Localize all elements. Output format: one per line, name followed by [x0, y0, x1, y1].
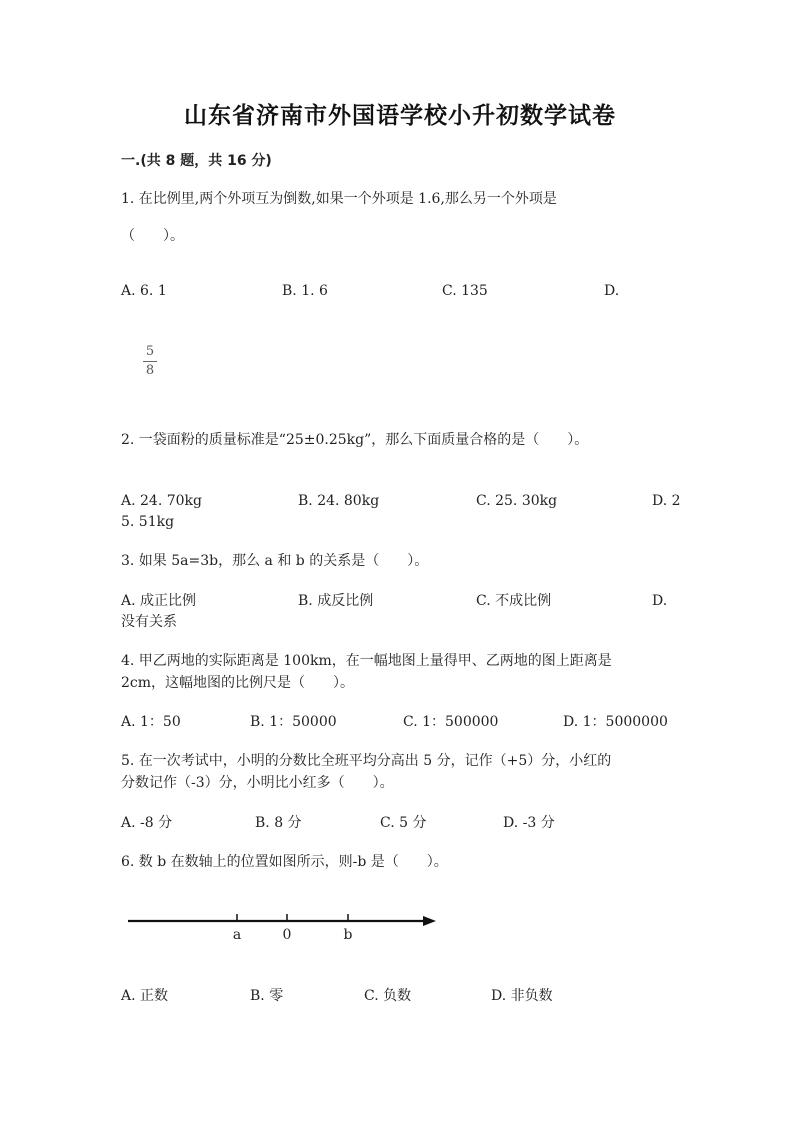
- q4-option-a[interactable]: A. 1：50: [121, 714, 181, 730]
- page-title: 山东省济南市外国语学校小升初数学试卷: [184, 103, 616, 129]
- q3-stem: 3. 如果 5a=3b，那么 a 和 b 的关系是（ ）。: [121, 553, 429, 569]
- q5-stem-line1: 5. 在一次考试中，小明的分数比全班平均分高出 5 分，记作（+5）分，小红的: [121, 753, 612, 769]
- q3-option-d-wrap: 没有关系: [121, 614, 177, 630]
- q1-option-d-fraction: [143, 344, 157, 379]
- q6-option-a[interactable]: A. 正数: [121, 988, 169, 1004]
- q2-stem: 2. 一袋面粉的质量标准是“25±0.25kg”，那么下面质量合格的是（ ）。: [121, 432, 589, 448]
- q4-stem-line1: 4. 甲乙两地的实际距离是 100km，在一幅地图上量得甲、乙两地的图上距离是: [121, 653, 612, 669]
- q2-option-b[interactable]: B. 24. 80kg: [298, 493, 380, 509]
- q6-option-c[interactable]: C. 负数: [364, 988, 412, 1004]
- q3-option-d[interactable]: D.: [652, 593, 668, 609]
- q4-option-b[interactable]: B. 1：50000: [250, 714, 337, 730]
- q3-option-a[interactable]: A. 成正比例: [121, 593, 197, 609]
- number-line-arrowhead: [423, 916, 436, 926]
- fraction-denominator: 8: [145, 363, 155, 378]
- q1-stem-line1: 1. 在比例里,两个外项互为倒数,如果一个外项是 1.6,那么另一个外项是: [121, 191, 557, 207]
- q5-stem-line2: 分数记作（-3）分，小明比小红多（ ）。: [121, 775, 394, 791]
- q2-option-d[interactable]: D. 2: [652, 493, 681, 509]
- section-heading: 一.(共 8 题，共 16 分): [121, 153, 272, 169]
- q5-option-c[interactable]: C. 5 分: [380, 815, 427, 831]
- q2-option-d-wrap: 5. 51kg: [121, 514, 175, 530]
- q2-option-c[interactable]: C. 25. 30kg: [476, 493, 558, 509]
- fraction-numerator: 5: [145, 344, 155, 359]
- tick-label-a: a: [232, 927, 242, 943]
- q3-option-b[interactable]: B. 成反比例: [298, 593, 374, 609]
- tick-label-b: b: [343, 927, 353, 943]
- q5-option-a[interactable]: A. -8 分: [121, 815, 173, 831]
- q4-option-d[interactable]: D. 1：5000000: [563, 714, 668, 730]
- q4-option-c[interactable]: C. 1：500000: [403, 714, 499, 730]
- q1-stem-line2: （ ）。: [121, 228, 184, 244]
- q3-option-c[interactable]: C. 不成比例: [476, 593, 552, 609]
- q6-stem: 6. 数 b 在数轴上的位置如图所示，则-b 是（ ）。: [121, 854, 448, 870]
- q6-option-d[interactable]: D. 非负数: [491, 988, 553, 1004]
- q1-option-b[interactable]: B. 1. 6: [282, 283, 328, 299]
- q5-option-b[interactable]: B. 8 分: [255, 815, 302, 831]
- fraction-bar: [143, 361, 157, 362]
- q5-option-d[interactable]: D. -3 分: [503, 815, 555, 831]
- q6-option-b[interactable]: B. 零: [250, 988, 284, 1004]
- number-line-diagram: [120, 905, 450, 945]
- q4-stem-line2: 2cm，这幅地图的比例尺是（ ）。: [121, 675, 355, 691]
- tick-label-zero: 0: [282, 927, 292, 943]
- q1-option-d[interactable]: D.: [604, 283, 620, 299]
- q1-option-a[interactable]: A. 6. 1: [121, 283, 167, 299]
- q2-option-a[interactable]: A. 24. 70kg: [121, 493, 202, 509]
- q1-option-c[interactable]: C. 135: [442, 283, 488, 299]
